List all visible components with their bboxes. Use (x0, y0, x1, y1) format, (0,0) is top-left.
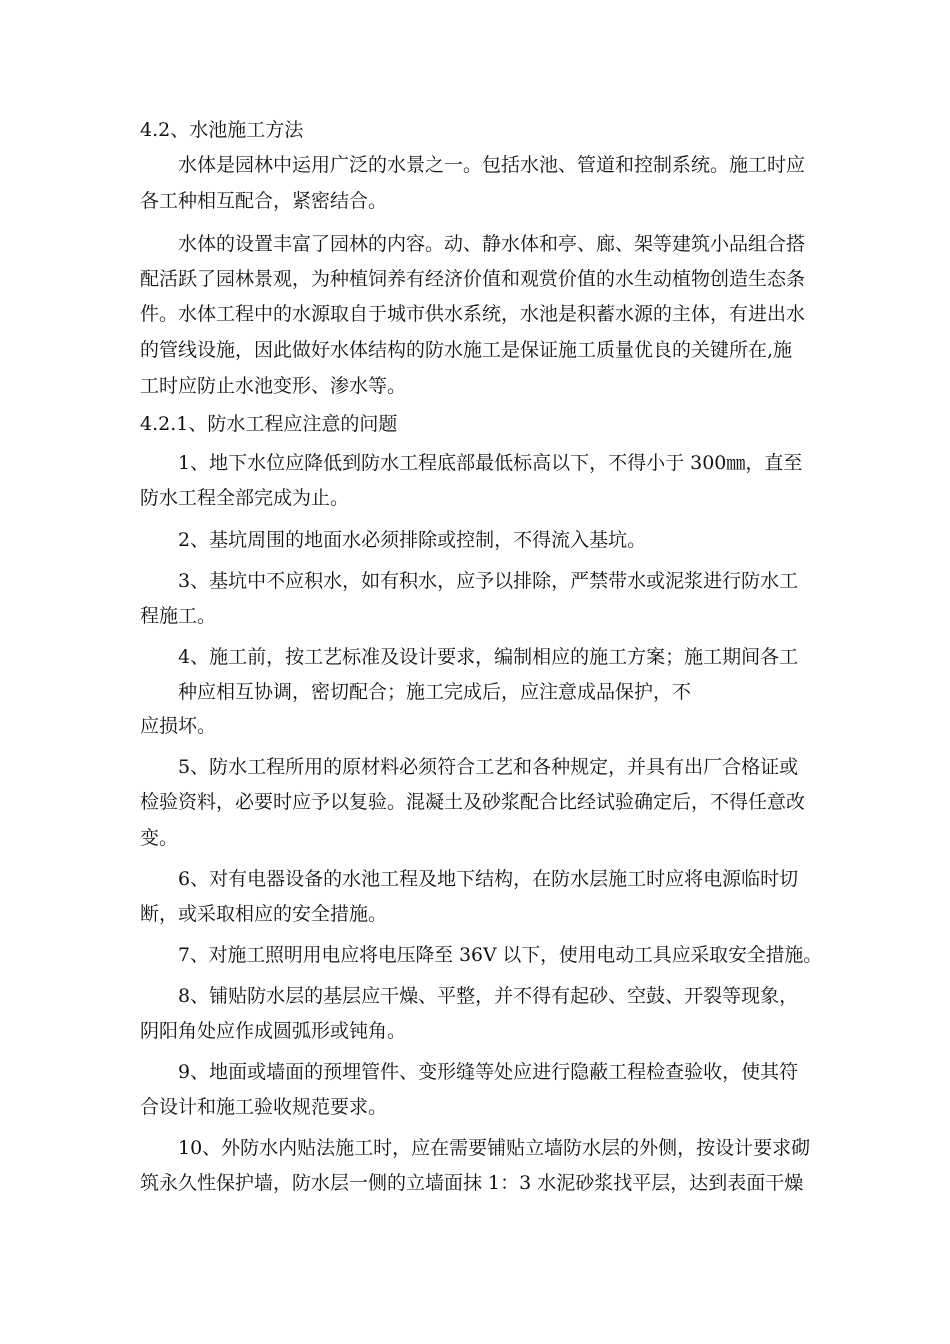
list-item-line: 9、地面或墙面的预埋管件、变形缝等处应进行隐蔽工程检查验收，使其符 (178, 1061, 799, 1083)
list-item-line: 合设计和施工验收规范要求。 (140, 1096, 388, 1118)
paragraph-line: 的管线设施，因此做好水体结构的防水施工是保证施工质量优良的关键所在,施 (140, 339, 793, 361)
list-item-line: 阴阳角处应作成圆弧形或钝角。 (140, 1020, 407, 1042)
list-item-line: 7、对施工照明用电应将电压降至 36V 以下，使用电动工具应采取安全措施。 (178, 944, 823, 966)
paragraph-line: 各工种相互配合，紧密结合。 (140, 190, 388, 212)
section-heading: 4.2、水池施工方法 (140, 119, 304, 141)
list-item-line: 筑永久性保护墙，防水层一侧的立墙面抹 1：3 水泥砂浆找平层，达到表面干燥 (140, 1172, 804, 1194)
list-item-line: 10、外防水内贴法施工时，应在需要铺贴立墙防水层的外侧，按设计要求砌 (178, 1137, 811, 1159)
paragraph-line: 水体是园林中运用广泛的水景之一。包括水池、管道和控制系统。施工时应 (178, 154, 806, 176)
list-item-line: 8、铺贴防水层的基层应干燥、平整，并不得有起砂、空鼓、开裂等现象， (178, 985, 799, 1007)
list-item-line: 3、基坑中不应积水，如有积水，应予以排除，严禁带水或泥浆进行防水工 (178, 570, 799, 592)
list-item-line: 6、对有电器设备的水池工程及地下结构，在防水层施工时应将电源临时切 (178, 868, 799, 890)
list-item-line: 防水工程全部完成为止。 (140, 487, 350, 509)
section-heading: 4.2.1、防水工程应注意的问题 (140, 413, 398, 435)
list-item-line: 程施工。 (140, 605, 217, 627)
list-item-line: 1、地下水位应降低到防水工程底部最低标高以下，不得小于 300㎜，直至 (178, 452, 803, 474)
list-item-line: 断，或采取相应的安全措施。 (140, 903, 388, 925)
list-item-line: 种应相互协调，密切配合；施工完成后，应注意成品保护，不 (178, 681, 692, 703)
list-item-line: 2、基坑周围的地面水必须排除或控制，不得流入基坑。 (178, 529, 647, 551)
list-item-line: 5、防水工程所用的原材料必须符合工艺和各种规定，并具有出厂合格证或 (178, 756, 799, 778)
paragraph-line: 件。水体工程中的水源取自于城市供水系统，水池是积蓄水源的主体，有进出水 (140, 303, 806, 325)
paragraph-line: 水体的设置丰富了园林的内容。动、静水体和亭、廊、架等建筑小品组合搭 (178, 233, 806, 255)
paragraph-line: 配活跃了园林景观，为种植饲养有经济价值和观赏价值的水生动植物创造生态条 (140, 268, 806, 290)
list-item-line: 应损坏。 (140, 715, 217, 737)
list-item-line: 4、施工前，按工艺标准及设计要求，编制相应的施工方案；施工期间各工 (178, 646, 799, 668)
list-item-line: 检验资料，必要时应予以复验。混凝土及砂浆配合比经试验确定后，不得任意改 (140, 791, 806, 813)
paragraph-line: 工时应防止水池变形、渗水等。 (140, 375, 407, 397)
list-item-line: 变。 (140, 827, 179, 849)
